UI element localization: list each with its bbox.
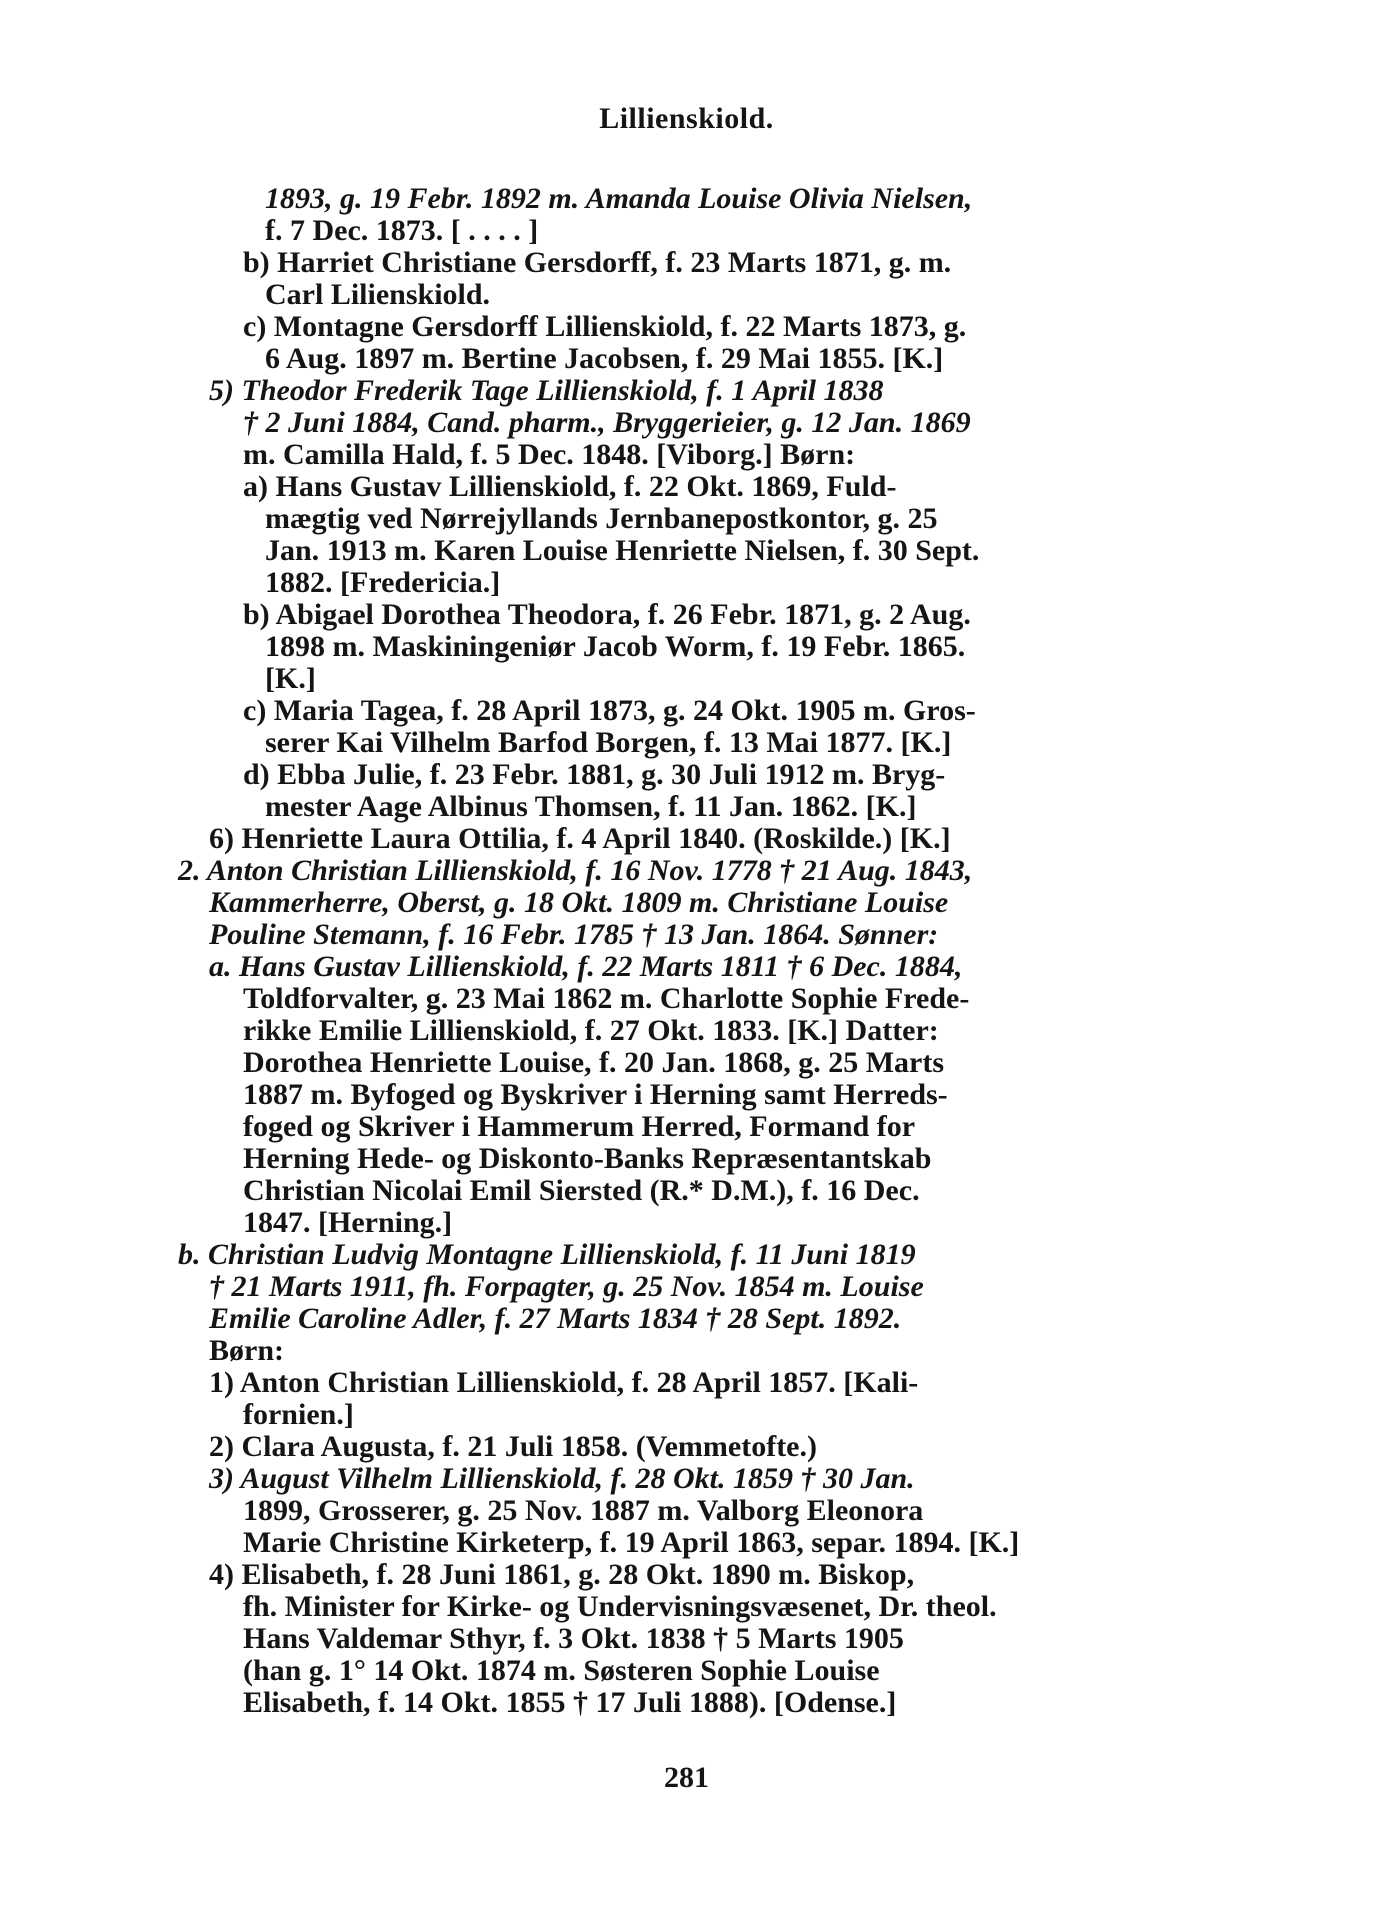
text-line: 1847. [Herning.] bbox=[243, 1206, 453, 1239]
text-line: d) Ebba Julie, f. 23 Febr. 1881, g. 30 Juli 1912 m. Bryg- bbox=[243, 758, 946, 791]
text-line: Pouline Stemann, f. 16 Febr. 1785 † 13 Jan. 1864. Sønner: bbox=[209, 918, 939, 951]
text-line: [K.] bbox=[265, 662, 316, 695]
text-line: serer Kai Vilhelm Barfod Borgen, f. 13 Mai 1877. [K.] bbox=[265, 726, 952, 759]
text-line: mester Aage Albinus Thomsen, f. 11 Jan. 1862. [K.] bbox=[265, 790, 917, 823]
text-line: Emilie Caroline Adler, f. 27 Marts 1834 † 28 Sept. 1892. bbox=[209, 1302, 902, 1335]
text-line: 1) Anton Christian Lillienskiold, f. 28 April 1857. [Kali- bbox=[209, 1366, 919, 1399]
text-line: † 21 Marts 1911, fh. Forpagter, g. 25 Nov. 1854 m. Louise bbox=[209, 1270, 924, 1303]
text-line: Toldforvalter, g. 23 Mai 1862 m. Charlotte Sophie Frede- bbox=[243, 982, 970, 1015]
text-line: mægtig ved Nørrejyllands Jernbanepostkontor, g. 25 bbox=[265, 502, 938, 535]
text-line: Kammerherre, Oberst, g. 18 Okt. 1809 m. Christiane Louise bbox=[209, 886, 949, 919]
text-line: 1899, Grosserer, g. 25 Nov. 1887 m. Valborg Eleonora bbox=[243, 1494, 924, 1527]
text-line: c) Montagne Gersdorff Lillienskiold, f. 22 Marts 1873, g. bbox=[243, 310, 967, 343]
text-line: fornien.] bbox=[243, 1398, 354, 1431]
text-line: 1887 m. Byfoged og Byskriver i Herning samt Herreds- bbox=[243, 1078, 948, 1111]
text-line: Dorothea Henriette Louise, f. 20 Jan. 1868, g. 25 Marts bbox=[243, 1046, 945, 1079]
text-line: † 2 Juni 1884, Cand. pharm., Bryggerieier, g. 12 Jan. 1869 bbox=[243, 406, 971, 439]
text-line: foged og Skriver i Hammerum Herred, Formand for bbox=[243, 1110, 916, 1143]
text-line: Hans Valdemar Sthyr, f. 3 Okt. 1838 † 5 Marts 1905 bbox=[243, 1622, 904, 1655]
text-line: b) Abigael Dorothea Theodora, f. 26 Febr. 1871, g. 2 Aug. bbox=[243, 598, 971, 631]
text-line: Herning Hede- og Diskonto-Banks Repræsentantskab bbox=[243, 1142, 932, 1175]
running-head: Lillienskiold. bbox=[599, 102, 774, 135]
page-number: 281 bbox=[664, 1761, 709, 1794]
text-line: (han g. 1° 14 Okt. 1874 m. Søsteren Sophie Louise bbox=[243, 1654, 880, 1687]
text-line: fh. Minister for Kirke- og Undervisningsvæsenet, Dr. theol. bbox=[243, 1590, 997, 1623]
text-line: Børn: bbox=[209, 1334, 284, 1367]
text-line: Carl Lilienskiold. bbox=[265, 278, 491, 311]
text-line: 6 Aug. 1897 m. Bertine Jacobsen, f. 29 Mai 1855. [K.] bbox=[265, 342, 944, 375]
text-line: 1893, g. 19 Febr. 1892 m. Amanda Louise Olivia Nielsen, bbox=[265, 182, 973, 215]
text-line: rikke Emilie Lillienskiold, f. 27 Okt. 1833. [K.] Datter: bbox=[243, 1014, 939, 1047]
text-line: c) Maria Tagea, f. 28 April 1873, g. 24 Okt. 1905 m. Gros- bbox=[243, 694, 976, 727]
text-line: Christian Nicolai Emil Siersted (R.* D.M.), f. 16 Dec. bbox=[243, 1174, 920, 1207]
text-line: b. Christian Ludvig Montagne Lillienskiold, f. 11 Juni 1819 bbox=[178, 1238, 916, 1271]
text-line: a) Hans Gustav Lillienskiold, f. 22 Okt. 1869, Fuld- bbox=[243, 470, 897, 503]
text-line: Marie Christine Kirketerp, f. 19 April 1863, separ. 1894. [K.] bbox=[243, 1526, 1020, 1559]
text-line: 1898 m. Maskiningeniør Jacob Worm, f. 19 Febr. 1865. bbox=[265, 630, 966, 663]
text-line: Jan. 1913 m. Karen Louise Henriette Nielsen, f. 30 Sept. bbox=[265, 534, 980, 567]
text-line: Elisabeth, f. 14 Okt. 1855 † 17 Juli 1888). [Odense.] bbox=[243, 1686, 897, 1719]
text-line: 4) Elisabeth, f. 28 Juni 1861, g. 28 Okt. 1890 m. Biskop, bbox=[209, 1558, 915, 1591]
text-line: m. Camilla Hald, f. 5 Dec. 1848. [Viborg.] Børn: bbox=[243, 438, 856, 471]
text-line: b) Harriet Christiane Gersdorff, f. 23 Marts 1871, g. m. bbox=[243, 246, 952, 279]
text-line: a. Hans Gustav Lillienskiold, f. 22 Marts 1811 † 6 Dec. 1884, bbox=[209, 950, 963, 983]
text-line: 6) Henriette Laura Ottilia, f. 4 April 1840. (Roskilde.) [K.] bbox=[209, 822, 951, 855]
text-line: 3) August Vilhelm Lillienskiold, f. 28 Okt. 1859 † 30 Jan. bbox=[209, 1462, 915, 1495]
text-line: 2) Clara Augusta, f. 21 Juli 1858. (Vemmetofte.) bbox=[209, 1430, 817, 1463]
text-line: f. 7 Dec. 1873. [ . . . . ] bbox=[265, 214, 539, 247]
text-line: 5) Theodor Frederik Tage Lillienskiold, f. 1 April 1838 bbox=[209, 374, 884, 407]
text-line: 2. Anton Christian Lillienskiold, f. 16 Nov. 1778 † 21 Aug. 1843, bbox=[178, 854, 973, 887]
text-line: 1882. [Fredericia.] bbox=[265, 566, 501, 599]
